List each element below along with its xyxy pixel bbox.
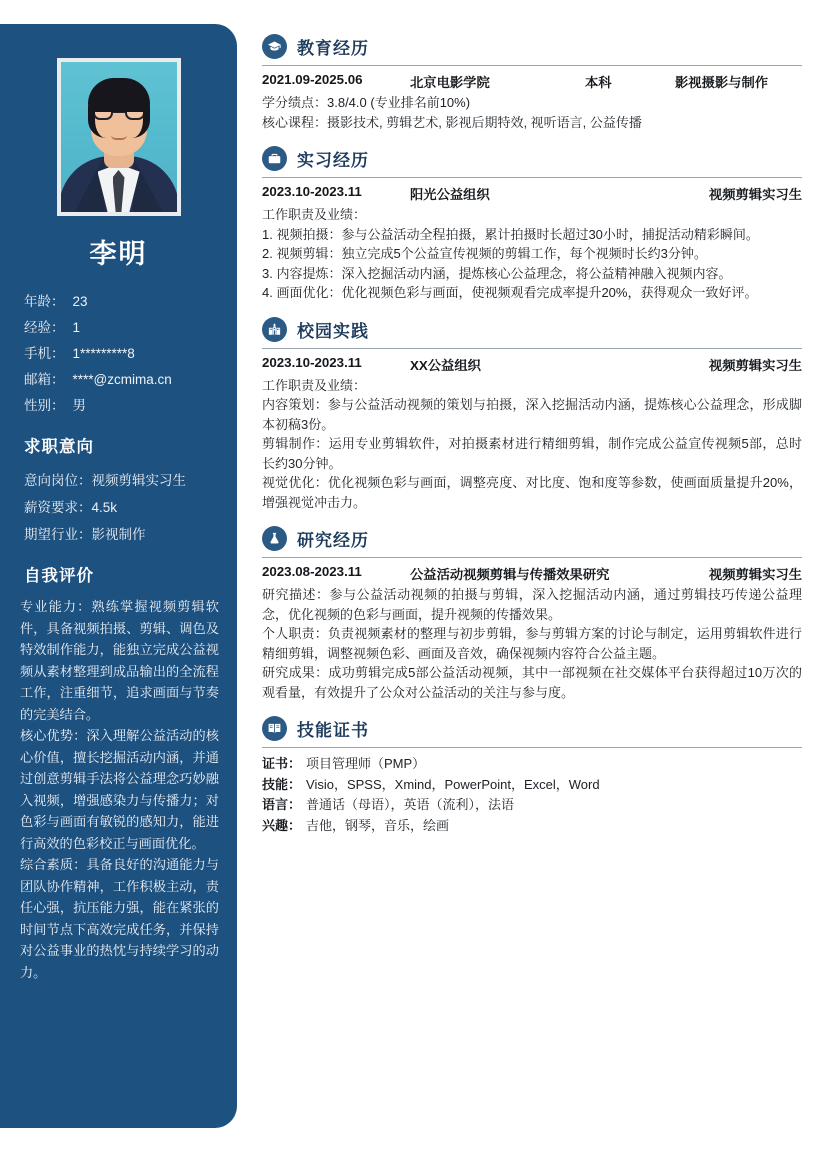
skills-label: 语言： bbox=[262, 797, 302, 812]
section-education bbox=[262, 34, 802, 132]
skills-label: 兴趣： bbox=[262, 817, 302, 833]
internship-line: 1. 视频拍摄：参与公益活动全程拍摄，累计拍摄时长超过30小时，捕捉活动精彩瞬间。 bbox=[262, 226, 759, 242]
school-building-icon bbox=[262, 317, 287, 342]
internship-date: 2023.10-2023.11 bbox=[262, 184, 362, 199]
internship-line: 2. 视频剪辑：独立完成5个公益宣传视频的剪辑工作，每个视频时长约3分钟。 bbox=[262, 246, 707, 261]
info-label: 手机： bbox=[24, 346, 65, 361]
skills-label: 技能： bbox=[262, 776, 302, 792]
section-divider bbox=[262, 65, 802, 66]
contact-info-list bbox=[24, 289, 219, 419]
briefcase-icon bbox=[262, 146, 287, 171]
self-eval-paragraph: 专业能力：熟练掌握视频剪辑软件，具备视频拍摄、剪辑、调色及特效制作能力，能独立完成公益视频从素材整理到成品输出的全流程工作，注重细节，追求画面与节奏的完美结合。 bbox=[20, 599, 219, 722]
sidebar-heading-job-intent: 求职意向 bbox=[24, 438, 94, 456]
info-label: 经验： bbox=[24, 320, 65, 335]
section-internship bbox=[262, 146, 802, 303]
open-book-icon bbox=[262, 716, 287, 741]
info-row-email bbox=[24, 367, 219, 393]
internship-line: 4. 画面优化：优化视频色彩与画面，使视频观看完成率提升20%，获得观众一致好评。 bbox=[262, 285, 758, 300]
info-row-phone bbox=[24, 341, 219, 367]
info-value: ****@zcmima.cn bbox=[72, 372, 172, 387]
section-divider bbox=[262, 348, 802, 349]
internship-line: 3. 内容提炼：深入挖掘活动内涵，提炼核心公益理念，将公益精神融入视频内容。 bbox=[262, 265, 732, 281]
avatar-hair bbox=[88, 78, 150, 112]
self-eval-paragraph: 核心优势：深入理解公益活动的核心价值，擅长挖掘活动内涵，并通过创意剪辑手法将公益理念巧妙融入视频，增强感染力与传播力；对色彩与画面有敏锐的感知力，能进行高效的色彩校正与画面优化。 bbox=[20, 728, 219, 851]
job-intent-salary: 薪资要求：4.5k bbox=[24, 500, 118, 515]
research-date: 2023.08-2023.11 bbox=[262, 564, 362, 579]
campus-role: 视频剪辑实习生 bbox=[708, 357, 802, 373]
section-title: 研究经历 bbox=[297, 531, 369, 550]
internship-role: 视频剪辑实习生 bbox=[708, 187, 802, 202]
section-header bbox=[262, 317, 802, 348]
education-entry bbox=[262, 72, 802, 91]
section-divider bbox=[262, 177, 802, 178]
graduation-cap-icon bbox=[262, 34, 287, 59]
research-line: 个人职责：负责视频素材的整理与初步剪辑，参与剪辑方案的讨论与制定，运用剪辑软件进行精细剪辑，调整视频色彩、画面及音效，确保视频内容符合公益主题。 bbox=[262, 626, 802, 661]
section-title: 教育经历 bbox=[297, 39, 369, 58]
skills-row-skills bbox=[262, 775, 802, 796]
section-skills-certificates bbox=[262, 716, 802, 836]
info-value: 男 bbox=[72, 398, 86, 413]
campus-org: XX公益组织 bbox=[410, 357, 481, 373]
education-gpa: 学分绩点：3.8/4.0 (专业排名前10%) bbox=[262, 95, 471, 110]
campus-line: 视觉优化：优化视频色彩与画面，调整亮度、对比度、饱和度等参数，使画面质量提升20%，增强视觉冲击力。 bbox=[262, 475, 802, 510]
info-row-experience bbox=[24, 315, 219, 341]
main-column bbox=[262, 34, 802, 850]
section-title: 实习经历 bbox=[297, 151, 369, 170]
research-topic: 公益活动视频剪辑与传播效果研究 bbox=[410, 567, 610, 582]
research-line: 研究成果：成功剪辑完成5部公益活动视频，其中一部视频在社交媒体平台获得超过10万次的观看量，有效提升了公众对公益活动的关注与参与度。 bbox=[262, 665, 802, 700]
info-value: 23 bbox=[72, 294, 88, 309]
info-label: 邮箱： bbox=[24, 372, 65, 387]
section-header bbox=[262, 146, 802, 177]
candidate-name: 李明 bbox=[89, 239, 148, 269]
job-intent-position: 意向岗位：视频剪辑实习生 bbox=[24, 473, 186, 488]
section-header bbox=[262, 526, 802, 557]
skills-value: 普通话（母语），英语（流利），法语 bbox=[306, 797, 515, 812]
info-value: 1*********8 bbox=[72, 346, 135, 361]
sidebar bbox=[0, 24, 237, 1128]
skills-label: 证书： bbox=[262, 756, 302, 771]
section-title: 技能证书 bbox=[297, 721, 369, 740]
job-intent-industry: 期望行业：影视制作 bbox=[24, 527, 146, 542]
skills-row-certificate bbox=[262, 754, 802, 775]
education-degree: 本科 bbox=[585, 75, 612, 90]
section-divider bbox=[262, 747, 802, 748]
flask-icon bbox=[262, 526, 287, 551]
internship-line: 工作职责及业绩： bbox=[262, 207, 367, 222]
section-title: 校园实践 bbox=[297, 321, 369, 341]
skills-value: 项目管理师（PMP） bbox=[306, 756, 426, 771]
skills-row-languages bbox=[262, 795, 802, 816]
info-label: 性别： bbox=[24, 398, 65, 413]
avatar-frame bbox=[57, 58, 181, 216]
self-eval-paragraph: 综合素质：具备良好的沟通能力与团队协作精神，工作积极主动，责任心强，抗压能力强，能在紧张的时间节点下高效完成任务，并保持对公益事业的热忱与持续学习的动力。 bbox=[20, 857, 219, 980]
research-line: 研究描述：参与公益活动视频的拍摄与剪辑，深入挖掘活动内涵，通过剪辑技巧传递公益理念，优化视频的色彩与画面，提升视频的传播效果。 bbox=[262, 587, 802, 622]
sidebar-heading-self-evaluation: 自我评价 bbox=[24, 567, 94, 585]
skills-value: 吉他，钢琴，音乐，绘画 bbox=[306, 817, 450, 833]
avatar bbox=[61, 62, 177, 212]
education-courses: 核心课程：摄影技术, 剪辑艺术, 影视后期特效, 视听语言, 公益传播 bbox=[262, 114, 642, 130]
research-entry bbox=[262, 564, 802, 583]
section-header bbox=[262, 34, 802, 65]
education-school: 北京电影学院 bbox=[410, 75, 490, 90]
research-role: 视频剪辑实习生 bbox=[708, 567, 802, 582]
section-campus-practice bbox=[262, 317, 802, 513]
campus-line: 工作职责及业绩： bbox=[262, 377, 367, 393]
info-row-gender bbox=[24, 393, 219, 419]
section-research bbox=[262, 526, 802, 702]
internship-org: 阳光公益组织 bbox=[410, 187, 490, 202]
campus-entry bbox=[262, 355, 802, 374]
section-header bbox=[262, 716, 802, 747]
campus-date: 2023.10-2023.11 bbox=[262, 354, 362, 370]
internship-entry bbox=[262, 184, 802, 203]
info-label: 年龄： bbox=[24, 294, 65, 309]
education-date: 2021.09-2025.06 bbox=[262, 72, 363, 87]
campus-line: 剪辑制作：运用专业剪辑软件，对拍摄素材进行精细剪辑，制作完成公益宣传视频5部，总时长约30分钟。 bbox=[262, 436, 802, 471]
info-row-age bbox=[24, 289, 219, 315]
education-major: 影视摄影与制作 bbox=[675, 75, 769, 90]
section-divider bbox=[262, 557, 802, 558]
info-value: 1 bbox=[72, 320, 81, 335]
campus-line: 内容策划：参与公益活动视频的策划与拍摄，深入挖掘活动内涵，提炼核心公益理念，形成脚本初稿3份。 bbox=[262, 397, 802, 432]
skills-value: Visio，SPSS，Xmind，PowerPoint，Excel，Word bbox=[306, 776, 600, 792]
skills-row-interests bbox=[262, 816, 802, 837]
